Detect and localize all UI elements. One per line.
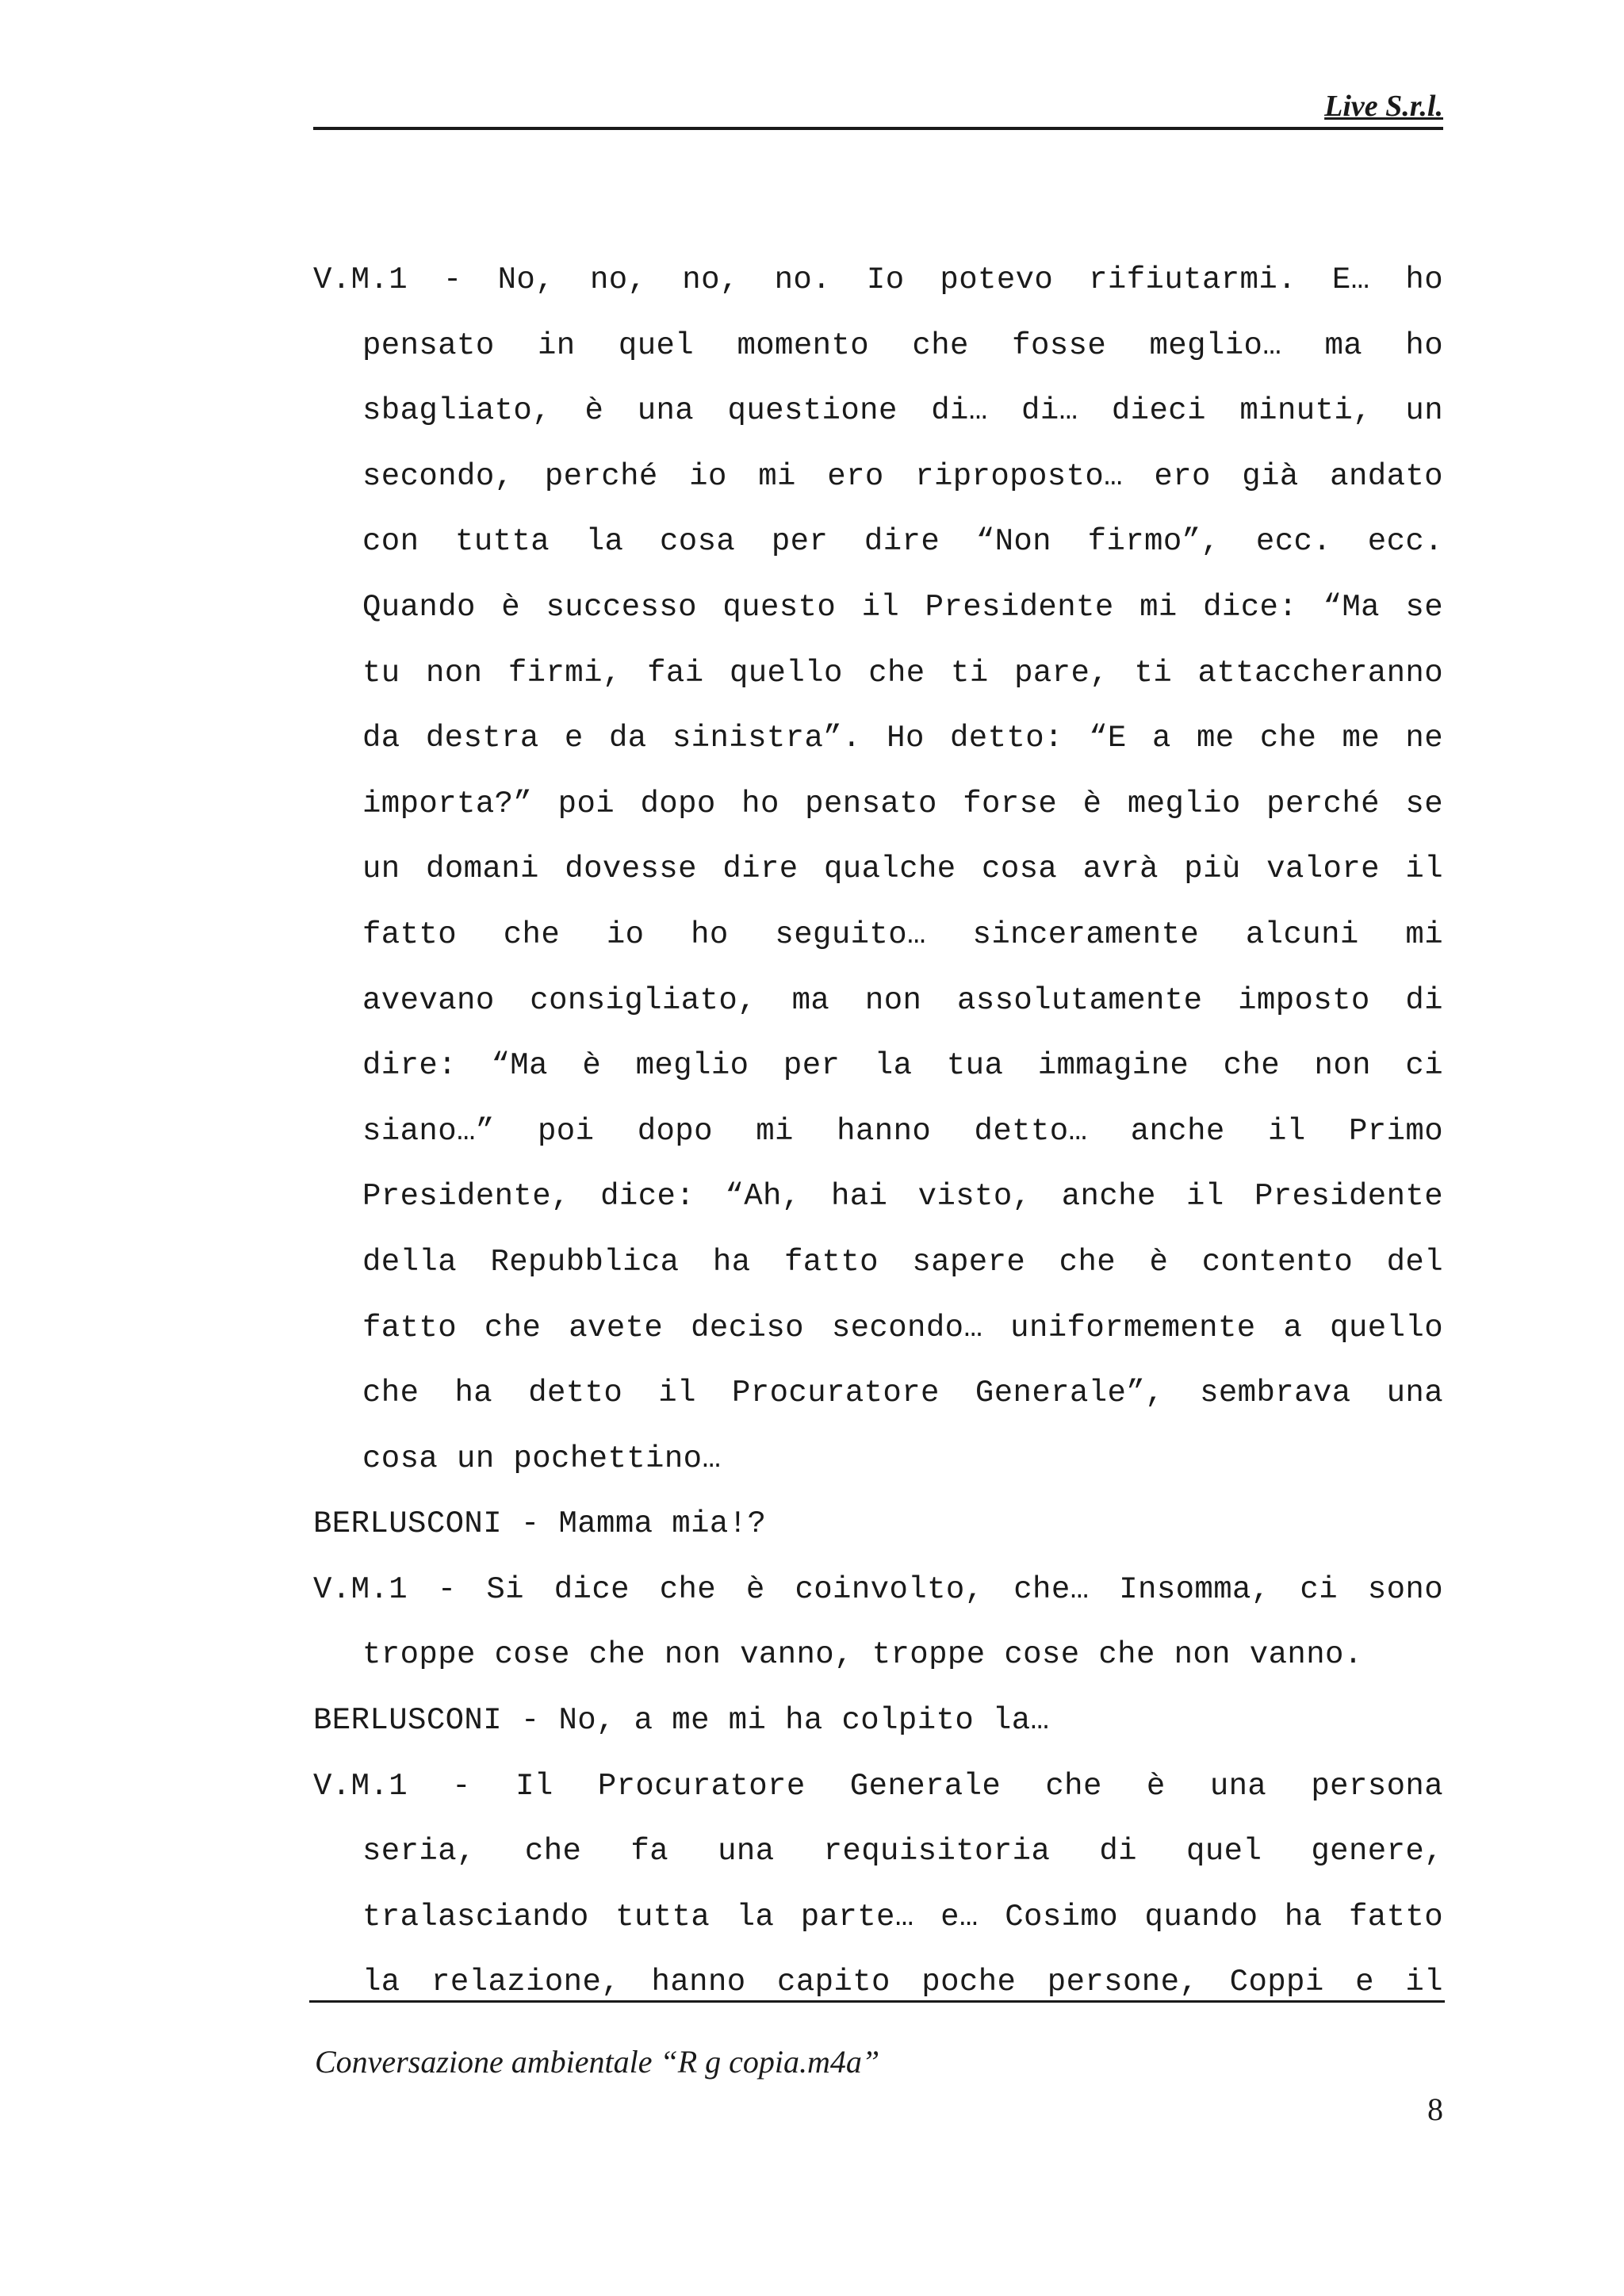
transcript-line: troppe cose che non vanno, troppe cose che non vanno. [362,1637,1363,1673]
transcript-line: importa?” poi dopo ho pensato forse è meglio perché se [362,786,1443,821]
transcript-line: tu non firmi, fai quello che ti pare, ti attaccheranno [362,655,1443,691]
transcript-line: Presidente, dice: “Ah, hai visto, anche il Presidente [362,1179,1443,1215]
transcript-line: V.M.1 - Il Procuratore Generale che è una persona [313,1768,1443,1804]
transcript-turn [313,1557,1443,1688]
transcript-line: BERLUSCONI - Mamma mia!? [313,1506,767,1542]
transcript-line: V.M.1 - No, no, no, no. Io potevo rifiutarmi. E… ho [313,262,1443,297]
transcript-line: che ha detto il Procuratore Generale”, sembrava una [362,1376,1443,1411]
transcript-line: della Repubblica ha fatto sapere che è contento del [362,1244,1443,1280]
transcript-turn [313,1491,1443,1557]
transcript-line: fatto che io ho seguito… sinceramente alcuni mi [362,916,1443,952]
transcript-line: secondo, perché io mi ero riproposto… ero già andato [362,458,1443,494]
transcript-line: cosa un pochettino… [362,1441,722,1476]
transcript-body [313,247,1443,2015]
transcript-line: sbagliato, è una questione di… di… dieci minuti, un [362,393,1443,429]
transcript-line: fatto che avete deciso secondo… uniformemente a quello [362,1310,1443,1345]
transcript-line: seria, che fa una requisitoria di quel genere, [362,1834,1443,1869]
transcript-line: un domani dovesse dire qualche cosa avrà più valore il [362,851,1443,887]
transcript-turn [313,1688,1443,1754]
transcript-line: avevano consigliato, ma non assolutamente imposto di [362,982,1443,1018]
transcript-turn [313,247,1443,1491]
transcript-line: tralasciando tutta la parte… e… Cosimo quando ha fatto [362,1899,1443,1934]
transcript-line: pensato in quel momento che fosse meglio… ma ho [362,327,1443,363]
transcript-line: con tutta la cosa per dire “Non firmo”, ecc. ecc. [362,524,1443,560]
header-title: Live S.r.l. [1324,90,1443,123]
footer-divider [309,2000,1445,2003]
transcript-line: dire: “Ma è meglio per la tua immagine che non ci [362,1048,1443,1084]
transcript-line: Quando è successo questo il Presidente mi dice: “Ma se [362,589,1443,625]
transcript-line: V.M.1 - Si dice che è coinvolto, che… Insomma, ci sono [313,1571,1443,1607]
page-number: 8 [1427,2091,1443,2127]
transcript-line: da destra e da sinistra”. Ho detto: “E a me che me ne [362,721,1443,756]
transcript-line: la relazione, hanno capito poche persone, Coppi e il [362,1965,1443,2000]
page-header [313,89,1443,130]
transcript-line: BERLUSCONI - No, a me mi ha colpito la… [313,1703,1050,1739]
transcript-line: siano…” poi dopo mi hanno detto… anche il Primo [362,1113,1443,1149]
transcript-turn [313,1754,1443,2015]
footer-caption: Conversazione ambientale “R g copia.m4a” [315,2044,880,2080]
